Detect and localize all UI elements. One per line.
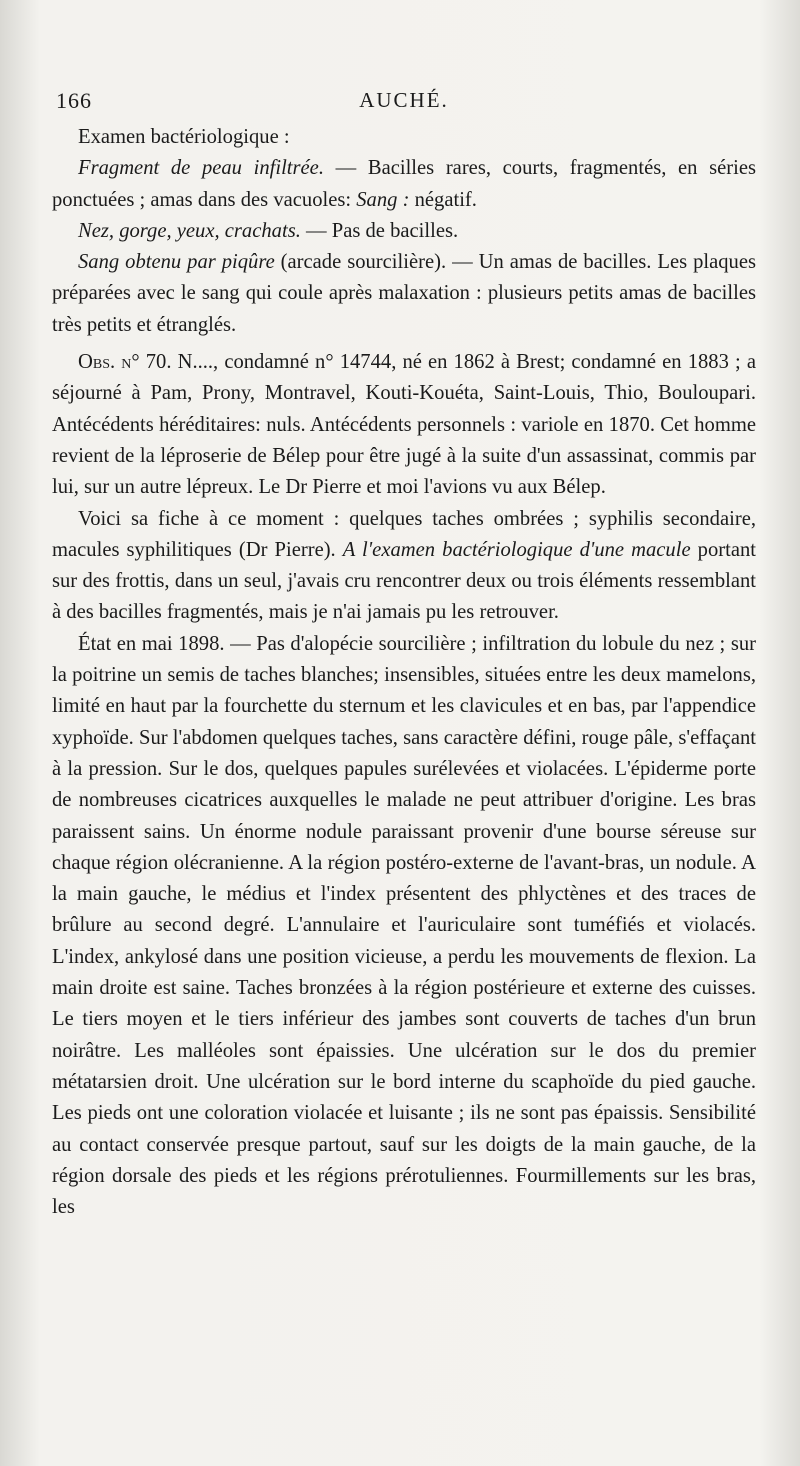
- paragraph-file-record: [52, 504, 756, 629]
- paragraph-state-may-1898: [52, 629, 756, 1224]
- paragraph-nose-throat: [52, 216, 756, 247]
- page-body: [52, 122, 756, 1223]
- running-title: AUCHÉ.: [359, 88, 449, 112]
- blood-prick-label: Sang obtenu par piqûre: [78, 251, 275, 274]
- page-header: [52, 88, 756, 118]
- skin-fragment-text: — Bacilles rares, courts, fragmentés, en séries ponctuées ; amas dans des vacuoles:: [52, 157, 756, 211]
- exam-heading-text: Examen bactériologique :: [78, 126, 290, 148]
- paragraph-blood-prick: [52, 247, 756, 341]
- bacteriological-exam-label: A l'examen bactériologique d'une macule: [342, 538, 691, 561]
- observation-text: N...., condamné n° 14744, né en 1862 à Brest; condamné en 1883 ; a séjourné à Pam, Prony, Montravel, Kouti-Kouéta, Saint-Louis, Thio, Bouloupari. Antécédents héréditaires: nuls. Antécédents personnels : variole en 1870. Cet homme revient de la léproserie de Bélep pour être jugé à la suite d'un assassinat, commis par lui, sur un autre lépreux. Le Dr Pierre et moi l'avions vu aux Bélep.: [52, 351, 756, 499]
- blood-prick-text: (arcade sourcilière). — Un amas de bacilles. Les plaques préparées avec le sang qui coule après malaxation : plusieurs petits amas de bacilles très petits et étranglés.: [52, 251, 757, 336]
- nose-throat-label: Nez, gorge, yeux, crachats.: [78, 219, 301, 242]
- file-record-text-a: Voici sa fiche à ce moment : quelques taches ombrées ; syphilis secondaire, macules syphilitiques (Dr Pierre).: [52, 507, 756, 561]
- skin-fragment-label: Fragment de peau infiltrée.: [78, 157, 324, 180]
- nose-throat-text: — Pas de bacilles.: [300, 219, 459, 242]
- page-number: 166: [56, 88, 92, 113]
- paragraph-observation-70: [52, 347, 756, 503]
- state-text: État en mai 1898. — Pas d'alopécie sourcilière ; infiltration du lobule du nez ; sur la poitrine un semis de taches blanches; insensibles, situées entre les deux mamelons, limité en haut par la fourchette du sternum et les clavicules et en bas, par l'appendice xyphoïde. Sur l'abdomen quelques taches, sans caractère défini, rouge pâle, s'effaçant à la pression. Sur le dos, quelques papules surélevées et violacées. L'épiderme porte de nombreuses cicatrices auxquelles le malade ne peut attribuer d'origine. Les bras paraissent sains. Un énorme nodule paraissant provenir d'une bourse séreuse sur chaque région olécranienne. A la région postéro-externe de l'avant-bras, un nodule. A la main gauche, le médius et l'index présentent des phlyctènes et des traces de brûlure au second degré. L'annulaire et l'auriculaire sont tuméfiés et violacés. L'index, ankylosé dans une position vicieuse, a perdu les mouvements de flexion. La main droite est saine. Taches bronzées à la région postérieure et externe des cuisses. Le tiers moyen et le tiers inférieur des jambes sont couverts de taches d'un brun noirâtre. Les malléoles sont épaissies. Une ulcération sur le dos du premier métatarsien droit. Une ulcération sur le bord interne du scaphoïde du pied gauche. Les pieds ont une coloration violacée et luisante ; ils ne sont pas épaissis. Sensibilité au contact conservée presque partout, sauf sur les doigts de la main gauche, de la région dorsale des pieds et les régions prérotuliennes. Fourmillements sur les bras, les: [52, 632, 756, 1219]
- paragraph-exam-heading: [52, 122, 756, 153]
- file-record-text-b: portant sur des frottis, dans un seul, j'avais cru rencontrer deux ou trois éléments ressemblant à des bacilles fragmentés, mais je n'ai jamais pu les retrouver.: [52, 538, 756, 624]
- observation-label: Obs. n° 70.: [78, 351, 172, 374]
- paragraph-skin-fragment: [52, 153, 756, 216]
- blood-label: Sang :: [356, 188, 410, 211]
- blood-result: négatif.: [409, 188, 477, 211]
